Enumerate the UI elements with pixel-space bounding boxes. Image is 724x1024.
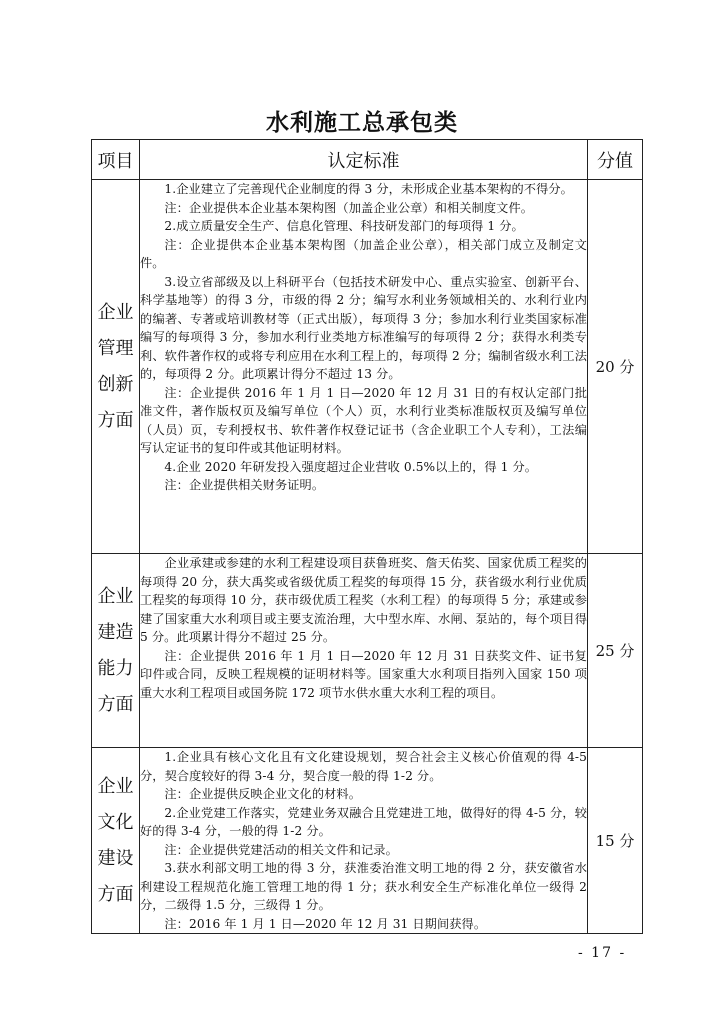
header-score: 分值 xyxy=(588,140,643,180)
criteria-note: 注：企业提供相关财务证明。 xyxy=(164,478,325,492)
criteria-note: 注：企业提供党建活动的相关文件和记录。 xyxy=(164,842,398,857)
criteria-paragraph: 3.设立省部级及以上科研平台（包括技术研发中心、重点实验室、创新平台、科学基地等）的得 3 分，市级的得 2 分；编写水利业务领域相关的、水利行业内的编著、专著或培训教材等（正式出版），每项得 3 分；参加水利行业类国家标准编写的每项得 3 分，参加水利行业类地方标准编写的每项得 2 分；获得水利类专利、软件著作权的或将专利应用在水利工程上的，每项得 2 分；编制省级水利工法的，每项得 2 分。此项累计得分不超过 13 分。 xyxy=(140,274,587,381)
header-criteria: 认定标准 xyxy=(140,140,588,180)
item-label-part: 能力 xyxy=(97,657,134,679)
criteria-paragraph: 3.获水利部文明工地的得 3 分，获淮委治淮文明工地的得 2 分，获安徽省水利建设工程规范化施工管理工地的得 1 分；获水利安全生产标准化单位一级得 2 分，二级得 1.5 分，三级得 1 分。 xyxy=(140,861,587,912)
criteria-paragraph: 1.企业具有核心文化且有文化建设规划，契合社会主义核心价值观的得 4-5 分，契合度较好的得 3-4 分，契合度一般的得 1-2 分。 xyxy=(140,750,587,783)
table-row xyxy=(92,748,643,934)
item-label-part: 方面 xyxy=(97,883,134,905)
header-item: 项目 xyxy=(92,140,140,180)
criteria-cell xyxy=(140,748,588,934)
criteria-note: 注：企业提供本企业基本架构图（加盖企业公章），相关部门成立及制定文件。 xyxy=(140,237,587,270)
item-label-part: 建设 xyxy=(97,847,134,869)
criteria-paragraph: 1.企业建立了完善现代企业制度的得 3 分，未形成企业基本架构的不得分。 xyxy=(164,182,573,196)
item-label-part: 方面 xyxy=(97,693,134,715)
page-number: - 17 - xyxy=(578,945,627,961)
criteria-paragraph: 4.企业 2020 年研发投入强度超过企业营收 0.5%以上的，得 1 分。 xyxy=(164,459,538,474)
item-label-part: 方面 xyxy=(97,409,134,431)
item-label-part: 企业 xyxy=(97,775,134,797)
criteria-note: 注：企业提供 2016 年 1 月 1 日—2020 年 12 月 31 日获奖文件、证书复印件或合同，反映工程规模的证明材料等。国家重大水利项目指列入国家 150 项重大水利工程项目或国务院 172 项节水供水重大水利工程的项目。 xyxy=(140,648,587,700)
criteria-paragraph: 2.成立质量安全生产、信息化管理、科技研发部门的每项得 1 分。 xyxy=(164,219,524,233)
item-label-part: 企业 xyxy=(97,585,134,607)
table-header-row xyxy=(92,140,643,180)
criteria-cell xyxy=(140,180,588,554)
item-cell xyxy=(92,180,140,554)
item-cell xyxy=(92,554,140,748)
score-cell: 15 分 xyxy=(588,748,643,934)
criteria-table xyxy=(91,139,643,934)
criteria-paragraph: 企业承建或参建的水利工程建设项目获鲁班奖、詹天佑奖、国家优质工程奖的每项得 20 分，获大禹奖或省级优质工程奖的每项得 15 分，获省级水利行业优质工程奖的每项得 10 分，获市级优质工程奖（水利工程）的每项得 5 分；承建或参建了国家重大水利项目或主要支流治理，大中型水库、水闸、泵站的，每个项目得 5 分。此项累计得分不超过 25 分。 xyxy=(140,556,587,644)
document-title: 水利施工总承包类 xyxy=(266,110,458,136)
criteria-note: 注：企业提供 2016 年 1 月 1 日—2020 年 12 月 31 日的有权认定部门批准文件，著作版权页及编写单位（个人）页，水利行业类标准版权页及编写单位（人员）页，专利授权书、软件著作权登记证书（含企业职工个人专利），工法编写认定证书的复印件或其他证明材料。 xyxy=(140,385,587,455)
item-label-part: 建造 xyxy=(97,621,134,643)
criteria-paragraph: 2.企业党建工作落实，党建业务双融合且党建进工地，做得好的得 4-5 分，较好的得 3-4 分，一般的得 1-2 分。 xyxy=(140,805,587,838)
criteria-note: 注：2016 年 1 月 1 日—2020 年 12 月 31 日期间获得。 xyxy=(164,916,487,931)
score-cell: 25 分 xyxy=(588,554,643,748)
item-label-part: 企业 xyxy=(97,301,134,323)
criteria-cell xyxy=(140,554,588,748)
table-row xyxy=(92,180,643,554)
item-label-part: 文化 xyxy=(97,811,134,833)
criteria-note: 注：企业提供本企业基本架构图（加盖企业公章）和相关制度文件。 xyxy=(164,200,534,215)
item-label-part: 创新 xyxy=(97,373,134,395)
item-cell xyxy=(92,748,140,934)
criteria-note: 注：企业提供反映企业文化的材料。 xyxy=(164,787,361,801)
score-cell: 20 分 xyxy=(588,180,643,554)
item-label-part: 管理 xyxy=(97,337,134,359)
table-row xyxy=(92,554,643,748)
